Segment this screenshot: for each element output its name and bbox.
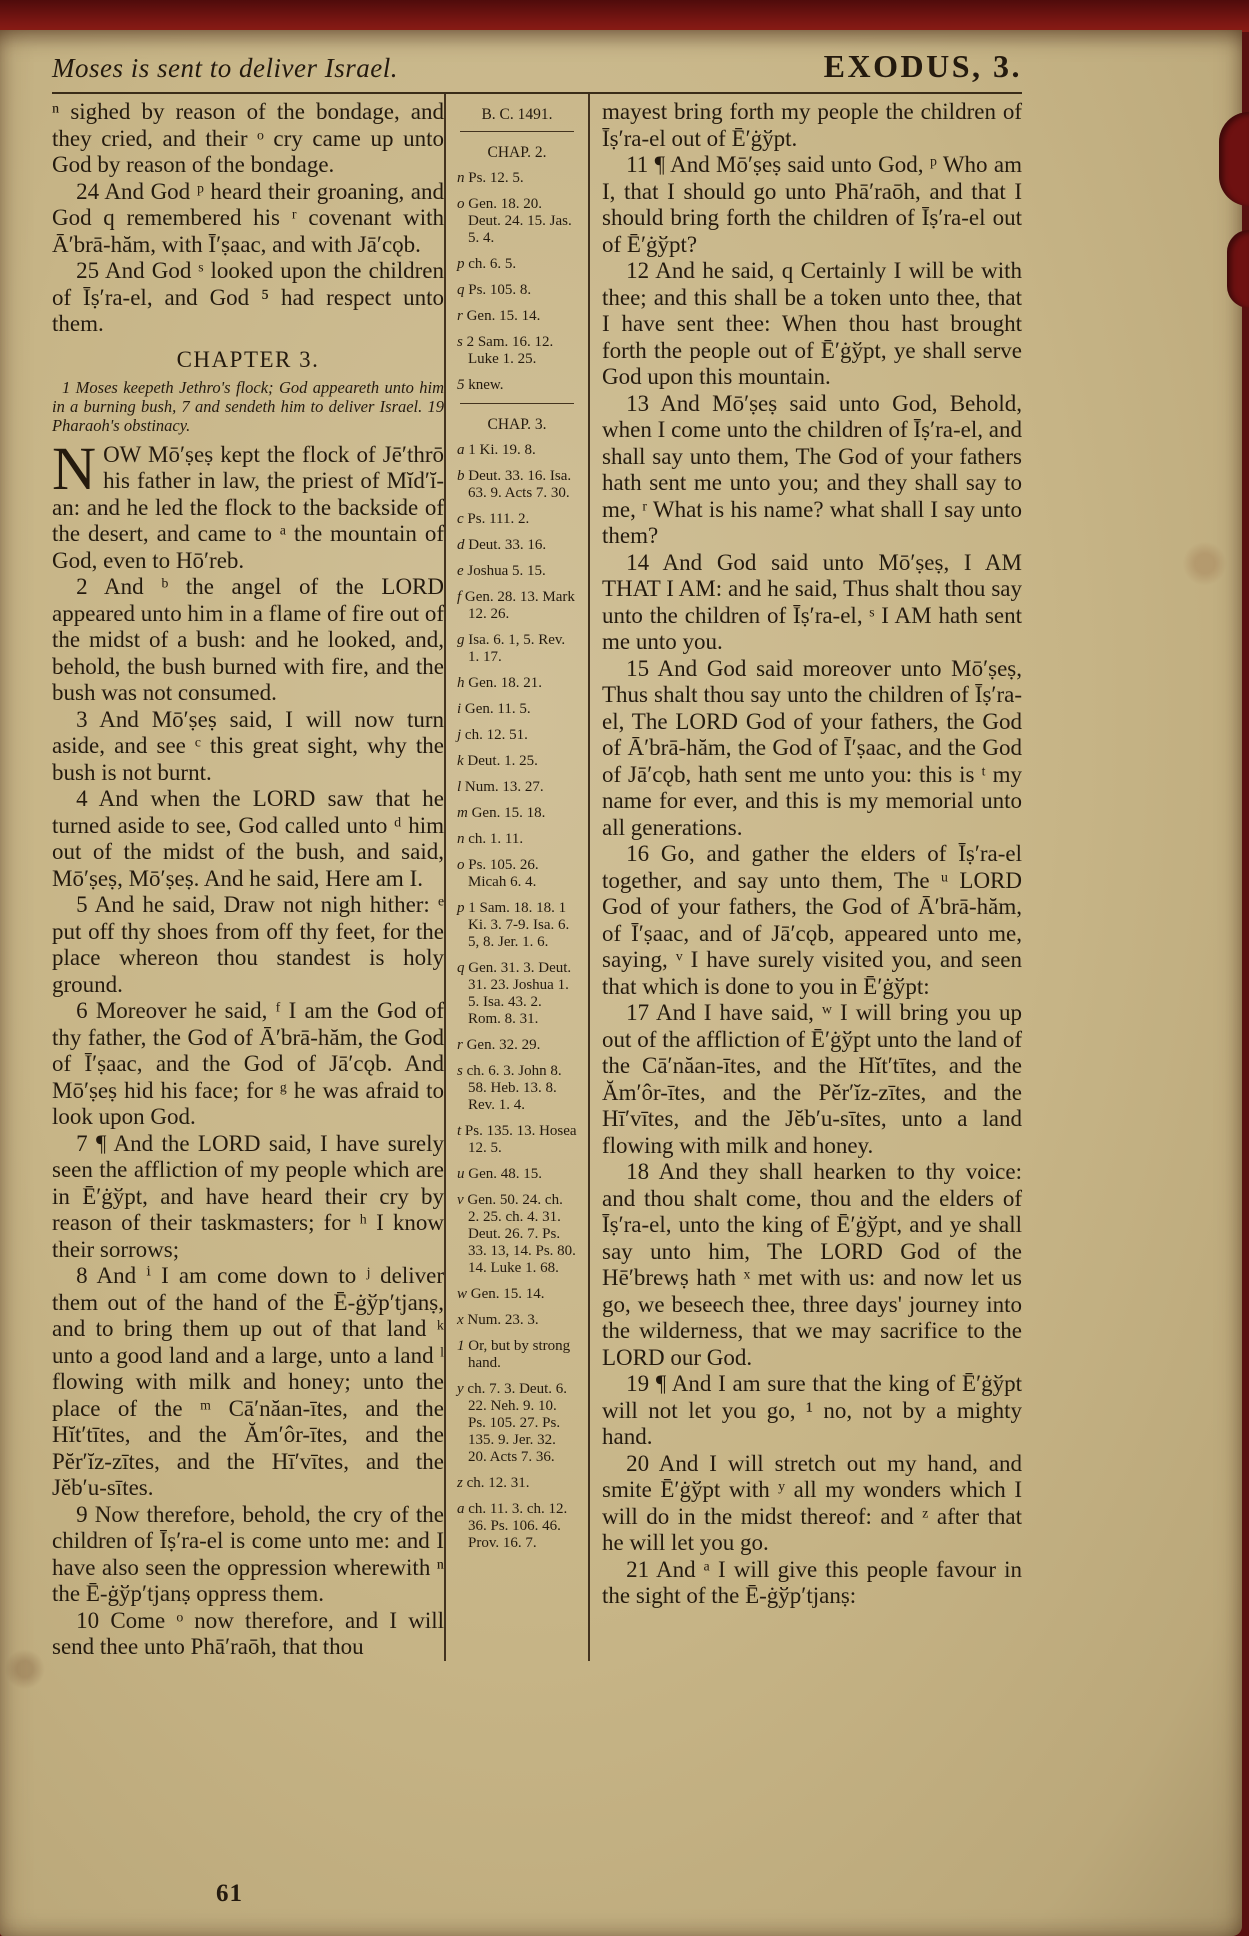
chapter-heading: CHAPTER 3. [176,346,320,372]
verse-paragraph: 21 And ᵃ I will give this people favour in the sight of the Ē-ġўp′tjanṣ: [602,1556,1022,1608]
cross-reference: e Joshua 5. 15. [457,563,546,579]
right-verses [602,99,1022,1610]
chapter-summary: 1 Moses keepeth Jethro's flock; God appeareth unto him in a burning bush, 7 and sendeth him to deliver Israel. 19 Pharaoh's obstinacy. [52,377,444,435]
cross-reference: s 2 Sam. 16. 12. Luke 1. 25. [457,334,554,367]
cross-reference: a 1 Ki. 19. 8. [457,442,536,458]
cross-reference: f Gen. 28. 13. Mark 12. 26. [457,589,575,622]
cross-reference: x Num. 23. 3. [457,1312,539,1328]
cross-reference: a ch. 11. 3. ch. 12. 36. Ps. 106. 46. Prov. 16. 7. [457,1501,568,1551]
cross-reference: y ch. 7. 3. Deut. 6. 22. Neh. 9. 10. Ps. 105. 27. Ps. 135. 9. Jer. 32. 20. Acts 7. 36. [457,1381,567,1465]
verse-paragraph: 19 ¶ And I am sure that the king of Ē′ġўpt will not let you go, ¹ no, not by a mighty hand. [602,1371,1022,1449]
cross-reference: r Gen. 15. 14. [457,308,541,324]
cross-reference: 1 Or, but by strong hand. [457,1338,571,1371]
bible-page [0,30,1242,1936]
verse-paragraph: 16 Go, and gather the elders of Īṣ′ra-el together, and say unto them, The ᵘ LORD God of your fathers, the God of Ā′brā-hăm, of Ī′ṣaac, and of Jā′cǫb, appeared unto me, saying, ᵛ I have surely visited you, and seen that which is done to you in Ē′ġўpt: [602,841,1022,999]
cross-reference: w Gen. 15. 14. [457,1286,545,1302]
thumb-index-notch [1219,112,1249,206]
verse-paragraph: 2 And ᵇ the angel of the LORD appeared unto him in a flame of fire out of the midst of a bush: and he looked, and, behold, the bush burned with fire, and the bush was not consumed. [52,574,444,705]
page-title: EXODUS, 3. [823,48,1022,84]
page-content [0,30,1242,1661]
cross-reference: p 1 Sam. 18. 18. 1 Ki. 3. 7-9. Isa. 6. 5, 8. Jer. 1. 6. [457,900,570,950]
verse-paragraph: 7 ¶ And the LORD said, I have surely seen the affliction of my people which are in Ē′ġўpt, and have heard their cry by reason of their taskmasters; for ʰ I know their sorrows; [52,1130,444,1262]
chap3-refs [457,442,577,1552]
cross-reference: c Ps. 111. 2. [457,511,530,527]
verse-paragraph [52,435,444,575]
cross-reference: o Gen. 18. 20. Deut. 24. 15. Jas. 5. 4. [457,196,572,246]
verse-paragraph: 4 And when the LORD saw that he turned aside to see, God called unto ᵈ him out of the midst of the bush, and said, Mō′ṣeṣ, Mō′ṣeṣ. And he said, Here am I. [52,786,444,891]
chap2-refs-heading: CHAP. 2. [487,144,547,161]
drop-cap-initial: N [52,435,97,503]
right-text-column [590,94,1022,1661]
verse-paragraph: 11 ¶ And Mō′ṣeṣ said unto God, ᵖ Who am I, that I should go unto Phā′raōh, and that I should bring forth the children of Īṣ′ra-el out of Ē′ġўpt? [602,152,1022,257]
verse-paragraph: 3 And Mō′ṣeṣ said, I will now turn aside, and see ᶜ this great sight, why the bush is not burnt. [52,706,444,785]
chapter2-verses [52,99,444,338]
verse-paragraph: 14 And God said unto Mō′ṣeṣ, I AM THAT I AM: and he said, Thus shalt thou say unto the children of Īṣ′ra-el, ˢ I AM hath sent me unto you. [602,549,1022,654]
cross-reference: 5 knew. [457,377,504,393]
cross-reference: m Gen. 15. 18. [457,805,546,821]
running-head: Moses is sent to deliver Israel. [52,53,398,83]
verse-paragraph: 15 And God said moreover unto Mō′ṣeṣ, Thus shalt thou say unto the children of Īṣ′ra-el, The LORD God of your fathers, the God of Ā′brā-hăm, the God of Ī′ṣaac, and the God of Jā′cǫb, hath sent me unto you: this is ᵗ my name for ever, and this is my memorial unto all generations. [602,655,1022,840]
book-cover-edge [0,0,1249,32]
cross-reference: n Ps. 12. 5. [457,170,524,186]
cross-reference: p ch. 6. 5. [457,256,517,272]
verse-paragraph: 18 And they shall hearken to thy voice: and thou shalt come, thou and the elders of Īṣ′ra-el, unto the king of Ē′ġўpt, and ye shall say unto him, The LORD God of the Hē′brewṣ hath ˣ met with us: and now let us go, we beseech thee, three days' journey into the wilderness, that we may sacrifice to the LORD our God. [602,1159,1022,1370]
cross-reference: s ch. 6. 3. John 8. 58. Heb. 13. 8. Rev. 1. 4. [457,1063,562,1113]
cross-reference: i Gen. 11. 5. [457,701,531,717]
verse-paragraph: 12 And he said, q Certainly I will be with thee; and this shall be a token unto thee, that I have sent thee: When thou hast brought forth the people out of Ē′ġўpt, ye shall serve God upon this mountain. [602,258,1022,389]
left-text-column [52,94,444,1661]
verse-text: OW Mō′ṣeṣ kept the flock of Jē′thrō his father in law, the priest of Mĭd′ĭ-an: and he led the flock to the backside of the desert, and came to ᵃ the mountain of God, even to Hō′reb. [52,441,444,573]
verse-paragraph: 9 Now therefore, behold, the cry of the children of Īṣ′ra-el is come unto me: and I have also seen the oppression wherewith ⁿ the Ē-ġўp′tjanṣ oppress them. [52,1501,444,1606]
chap2-refs [457,170,577,394]
divider-rule [460,131,574,132]
verse-paragraph: 25 And God ˢ looked upon the children of Īṣ′ra-el, and God ⁵ had respect unto them. [52,258,444,336]
cross-reference: o Ps. 105. 26. Micah 6. 4. [457,857,539,890]
cross-reference: q Ps. 105. 8. [457,282,532,298]
thumb-index-notch [1227,230,1249,308]
cross-reference: l Num. 13. 27. [457,779,544,795]
verse-paragraph: 24 And God ᵖ heard their groaning, and God q remembered his ʳ covenant with Ā′brā-hăm, with Ī′ṣaac, and with Jā′cǫb. [52,178,444,257]
cross-reference: g Isa. 6. 1, 5. Rev. 1. 17. [457,632,566,665]
verse-paragraph: 6 Moreover he said, ᶠ I am the God of thy father, the God of Ā′brā-hăm, the God of Ī′ṣaac, and the God of Jā′cǫb. And Mō′ṣeṣ hid his face; for ᵍ he was afraid to look upon God. [52,998,444,1129]
cross-reference: q Gen. 31. 3. Deut. 31. 23. Joshua 1. 5. Isa. 43. 2. Rom. 8. 31. [457,960,572,1027]
cross-reference: b Deut. 33. 16. Isa. 63. 9. Acts 7. 30. [457,468,572,501]
text-columns [52,94,1022,1661]
cross-reference: n ch. 1. 11. [457,831,524,847]
verse-paragraph: 17 And I have said, ʷ I will bring you up out of the affliction of Ē′ġўpt unto the land of the Cā′năan-ītes, and the Hĭt′tītes, and the Ăm′ôr-ītes, and the Pĕr′ĭz-zītes, and the Hī′vītes, and the Jĕb′u-sītes, unto a land flowing with milk and honey. [602,1000,1022,1158]
verse-paragraph: 20 And I will stretch out my hand, and smite Ē′ġўpt with ʸ all my wonders which I will do in the midst thereof: and ᶻ after that he will let you go. [602,1450,1022,1555]
verse-paragraph: 8 And ⁱ I am come down to ʲ deliver them out of the hand of the Ē-ġўp′tjanṣ, and to bring them up out of that land ᵏ unto a good land and a large, unto a land ˡ flowing with milk and honey; unto the place of the ᵐ Cā′năan-ītes, and the Hĭt′tītes, and the Ăm′ôr-ītes, and the Pĕr′ĭz-zītes, and the Hī′vītes, and the Jĕb′u-sītes. [52,1263,444,1500]
cross-reference: t Ps. 135. 13. Hosea 12. 5. [457,1123,577,1156]
cross-reference: r Gen. 32. 29. [457,1037,541,1053]
cross-reference: k Deut. 1. 25. [457,753,538,769]
cross-reference-column [444,94,590,1661]
verse-paragraph: mayest bring forth my people the children of Īṣ′ra-el out of Ē′ġўpt. [602,99,1022,151]
verse-paragraph: 13 And Mō′ṣeṣ said unto God, Behold, when I come unto the children of Īṣ′ra-el, and shall say unto them, The God of your fathers hath sent me unto you; and they shall say to me, ʳ What is his name? what shall I say unto them? [602,390,1022,548]
page-header [52,48,1022,94]
verse-paragraph: ⁿ sighed by reason of the bondage, and they cried, and their ᵒ cry came up unto God by reason of the bondage. [52,99,444,177]
verse-paragraph: 10 Come ᵒ now therefore, and I will send thee unto Phā′raōh, that thou [52,1607,444,1659]
cross-reference: h Gen. 18. 21. [457,675,542,691]
date-annotation: B. C. 1491. [481,106,553,123]
verse-paragraph: 5 And he said, Draw not nigh hither: ᵉ put off thy shoes from off thy feet, for the place whereon thou standest is holy ground. [52,892,444,997]
cross-reference: z ch. 12. 31. [457,1475,530,1491]
cross-reference: d Deut. 33. 16. [457,537,547,553]
divider-rule [460,403,574,404]
cross-reference: u Gen. 48. 15. [457,1166,542,1182]
cross-reference: j ch. 12. 51. [457,727,528,743]
page-number: 61 [216,1880,243,1907]
chap3-refs-heading: CHAP. 3. [487,416,547,433]
cross-reference: v Gen. 50. 24. ch. 2. 25. ch. 4. 31. Deut. 26. 7. Ps. 33. 13, 14. Ps. 80. 14. Luke 1. 68. [457,1192,576,1276]
chapter3-verses [52,574,444,1661]
